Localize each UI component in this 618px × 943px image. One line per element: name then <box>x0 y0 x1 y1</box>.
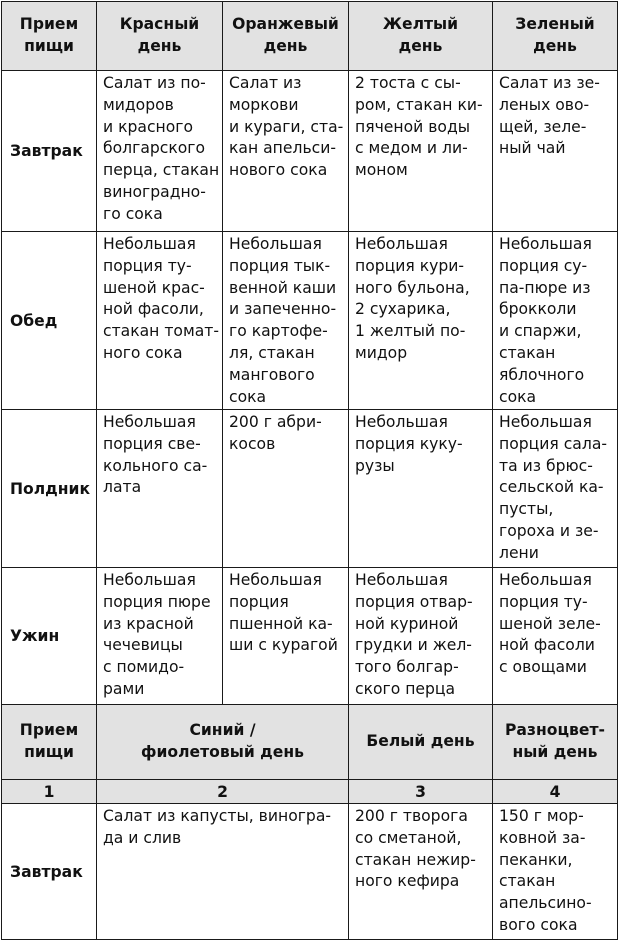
table-row-lunch <box>2 232 618 410</box>
column-number: 2 <box>97 780 349 804</box>
cell-red-dinner: Небольшая порция пюре из красной чечевицы с помидо- рами <box>97 568 223 705</box>
cell-white-breakfast: 200 г творога со сметаной, стакан нежир- ного кефира <box>349 804 493 940</box>
meal-label: Завтрак <box>2 71 97 232</box>
color-diet-table <box>1 1 618 940</box>
cell-yellow-lunch: Небольшая порция кури- ного бульона, 2 сухарика, 1 желтый по- мидор <box>349 232 493 410</box>
cell-red-breakfast: Салат из по- мидоров и красного болгарского перца, стакан виноградно- го сока <box>97 71 223 232</box>
cell-orange-snack: 200 г абри- косов <box>223 410 349 568</box>
header-row-2 <box>2 705 618 780</box>
column-number-row <box>2 780 618 804</box>
header-multicolor-day: Разноцвет- ный день <box>493 705 618 780</box>
header-blue-day: Синий / фиолетовый день <box>97 705 349 780</box>
cell-green-dinner: Небольшая порция ту- шеной зеле- ной фасоли с овощами <box>493 568 618 705</box>
header-red-day: Красный день <box>97 2 223 71</box>
cell-blue-breakfast: Салат из капусты, виногра- да и слив <box>97 804 349 940</box>
cell-yellow-breakfast: 2 тоста с сы- ром, стакан ки- пяченой воды с медом и ли- моном <box>349 71 493 232</box>
cell-yellow-dinner: Небольшая порция отвар- ной куриной грудки и жел- того болгар- ского перца <box>349 568 493 705</box>
meal-label: Завтрак <box>2 804 97 940</box>
header-row-1 <box>2 2 618 71</box>
column-number: 4 <box>493 780 618 804</box>
header-meal: Прием пищи <box>2 2 97 71</box>
header-orange-day: Оранжевый день <box>223 2 349 71</box>
cell-yellow-snack: Небольшая порция куку- рузы <box>349 410 493 568</box>
cell-green-breakfast: Салат из зе- леных ово- щей, зеле- ный чай <box>493 71 618 232</box>
column-number: 3 <box>349 780 493 804</box>
cell-orange-dinner: Небольшая порция пшенной ка- ши с курагой <box>223 568 349 705</box>
cell-multicolor-breakfast: 150 г мор- ковной за- пеканки, стакан апельсино- вого сока <box>493 804 618 940</box>
cell-orange-breakfast: Салат из моркови и кураги, ста- кан апельси- нового сока <box>223 71 349 232</box>
cell-green-snack: Небольшая порция сала- та из брюс- сельской ка- пусты, гороха и зе- лени <box>493 410 618 568</box>
column-number: 1 <box>2 780 97 804</box>
header-meal-2: Прием пищи <box>2 705 97 780</box>
cell-red-lunch: Небольшая порция ту- шеной крас- ной фасоли, стакан томат- ного сока <box>97 232 223 410</box>
table-row-breakfast <box>2 71 618 232</box>
table-row-snack <box>2 410 618 568</box>
header-green-day: Зеленый день <box>493 2 618 71</box>
meal-label: Полдник <box>2 410 97 568</box>
cell-orange-lunch: Небольшая порция тык- венной каши и запеченно- го картофе- ля, стакан мангового сока <box>223 232 349 410</box>
table-row-dinner <box>2 568 618 705</box>
cell-green-lunch: Небольшая порция су- па-пюре из брокколи и спаржи, стакан яблочного сока <box>493 232 618 410</box>
header-white-day: Белый день <box>349 705 493 780</box>
meal-label: Ужин <box>2 568 97 705</box>
table-row-breakfast-2 <box>2 804 618 940</box>
header-yellow-day: Желтый день <box>349 2 493 71</box>
cell-red-snack: Небольшая порция све- кольного са- лата <box>97 410 223 568</box>
meal-label: Обед <box>2 232 97 410</box>
nutrition-table-page <box>0 1 618 943</box>
